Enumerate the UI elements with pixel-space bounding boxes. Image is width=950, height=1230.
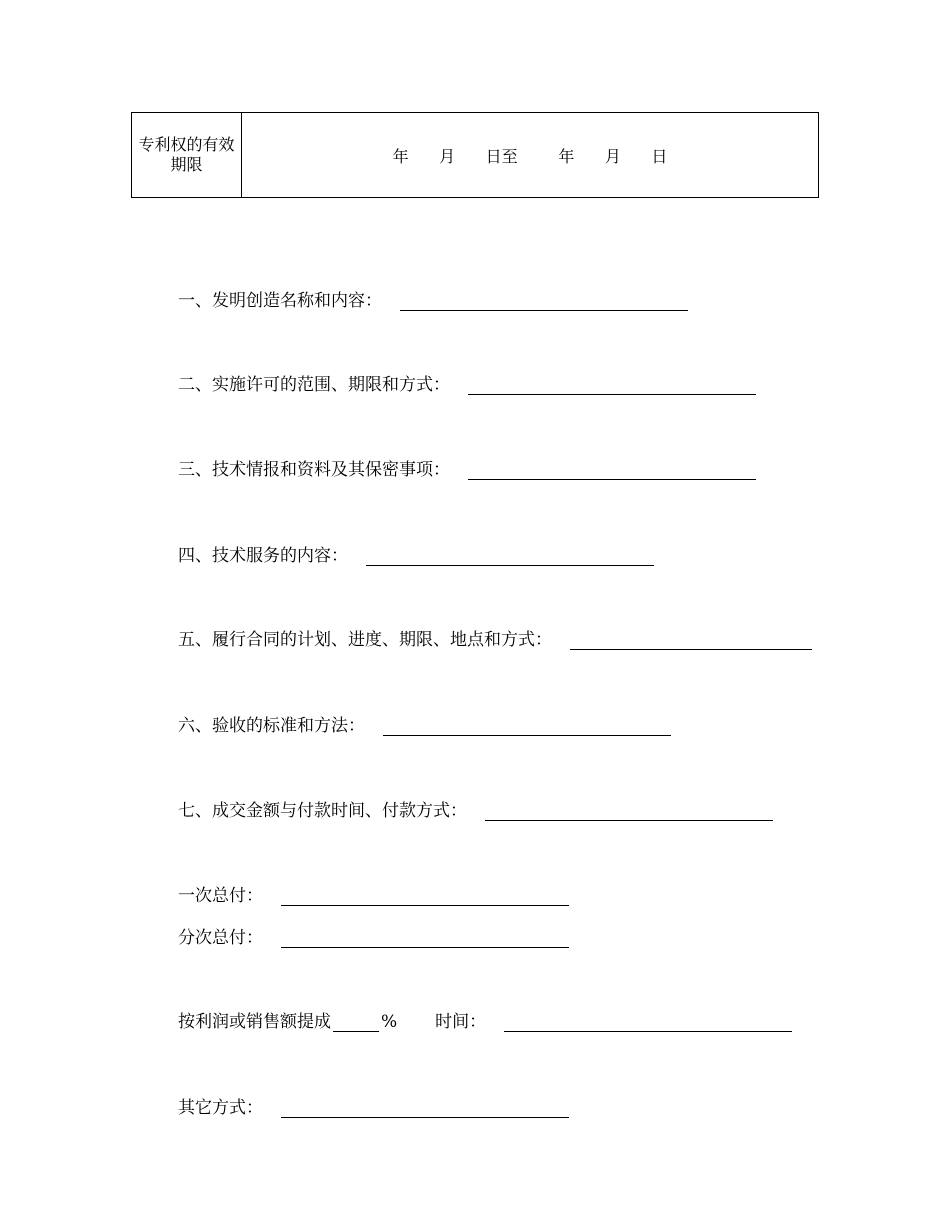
clause-2 bbox=[178, 370, 756, 395]
clause-6 bbox=[178, 711, 671, 736]
clause-4-label: 四、技术服务的内容： bbox=[178, 546, 348, 566]
clause-3 bbox=[178, 455, 756, 480]
lump-sum-row bbox=[178, 881, 569, 906]
clause-7-blank[interactable] bbox=[485, 802, 773, 821]
clause-5 bbox=[178, 625, 812, 650]
validity-date-range[interactable]: 年 月 日至 年 月 日 bbox=[392, 146, 668, 166]
other-method-row bbox=[178, 1093, 569, 1118]
other-method-label: 其它方式： bbox=[178, 1098, 263, 1118]
clause-2-label: 二、实施许可的范围、期限和方式： bbox=[178, 375, 450, 395]
lump-sum-label: 一次总付： bbox=[178, 886, 263, 906]
clause-6-blank[interactable] bbox=[383, 717, 671, 736]
lump-sum-blank[interactable] bbox=[281, 887, 569, 906]
clause-4 bbox=[178, 541, 654, 566]
royalty-percent-blank[interactable] bbox=[333, 1013, 379, 1032]
clause-3-blank[interactable] bbox=[468, 461, 756, 480]
royalty-label: 按利润或销售额提成 bbox=[178, 1012, 331, 1032]
clause-5-blank[interactable] bbox=[570, 631, 812, 650]
clause-7 bbox=[178, 796, 773, 821]
clause-3-label: 三、技术情报和资料及其保密事项： bbox=[178, 460, 450, 480]
installments-row bbox=[178, 923, 569, 948]
validity-label: 专利权的有效期限 bbox=[132, 113, 242, 197]
clause-6-label: 六、验收的标准和方法： bbox=[178, 716, 365, 736]
clause-5-label: 五、履行合同的计划、进度、期限、地点和方式： bbox=[178, 630, 552, 650]
time-label: 时间： bbox=[435, 1012, 487, 1032]
clause-1 bbox=[178, 286, 688, 311]
patent-validity-table bbox=[131, 112, 819, 198]
time-blank[interactable] bbox=[504, 1013, 792, 1032]
installments-blank[interactable] bbox=[281, 929, 569, 948]
clause-7-label: 七、成交金额与付款时间、付款方式： bbox=[178, 801, 467, 821]
royalty-row bbox=[178, 1007, 792, 1032]
other-method-blank[interactable] bbox=[281, 1099, 569, 1118]
installments-label: 分次总付： bbox=[178, 928, 263, 948]
clause-2-blank[interactable] bbox=[468, 376, 756, 395]
clause-1-blank[interactable] bbox=[400, 292, 688, 311]
clause-4-blank[interactable] bbox=[366, 547, 654, 566]
clause-1-label: 一、发明创造名称和内容： bbox=[178, 291, 382, 311]
percent-sign: % bbox=[381, 1012, 398, 1032]
